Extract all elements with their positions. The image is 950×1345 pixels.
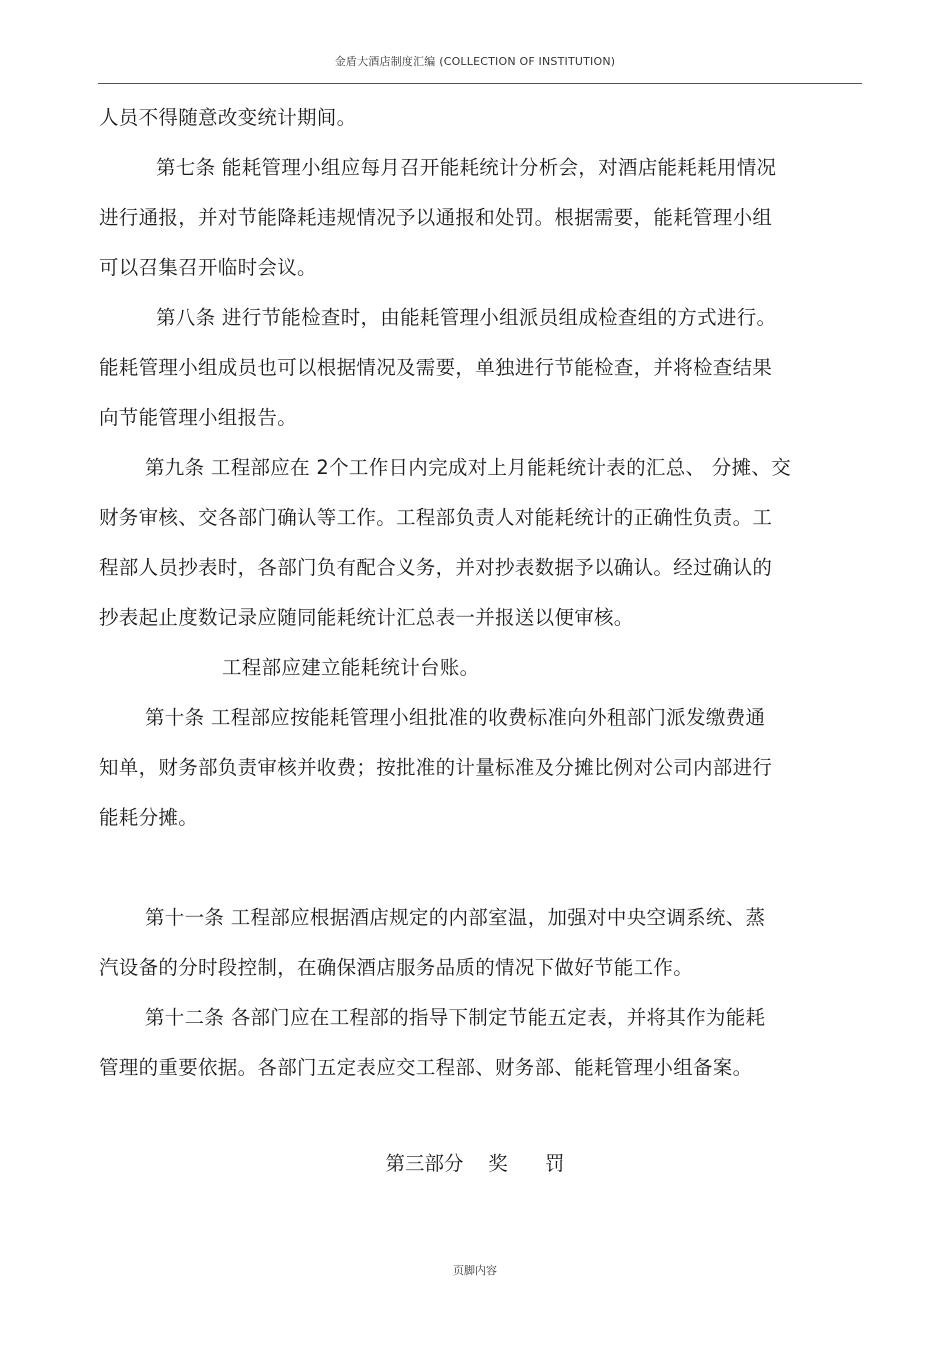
body-line: 向节能管理小组报告。 — [99, 406, 298, 429]
page-header: 金盾大酒店制度汇编 (COLLECTION OF INSTITUTION) — [334, 55, 616, 68]
body-line: 可以召集召开临时会议。 — [99, 256, 317, 279]
body-line: 能耗分摊。 — [99, 806, 199, 829]
body-line: 抄表起止度数记录应随同能耗统计汇总表一并报送以便审核。 — [99, 606, 634, 629]
section-title: 第三部分 奖 罚 — [385, 1152, 565, 1175]
body-line: 能耗管理小组成员也可以根据情况及需要，单独进行节能检查，并将检查结果 — [99, 356, 773, 379]
body-line: 管理的重要依据。各部门五定表应交工程部、财务部、能耗管理小组备案。 — [99, 1056, 753, 1079]
body-line: 工程部应建立能耗统计台账。 — [222, 656, 480, 679]
body-line: 进行通报，并对节能降耗违规情况予以通报和处罚。根据需要，能耗管理小组 — [99, 206, 773, 229]
body-line: 汽设备的分时段控制，在确保酒店服务品质的情况下做好节能工作。 — [99, 956, 694, 979]
article-7-line: 第七条 能耗管理小组应每月召开能耗统计分析会，对酒店能耗耗用情况 — [156, 156, 777, 179]
article-10-line: 第十条 工程部应按能耗管理小组批准的收费标准向外租部门派发缴费通 — [145, 706, 766, 729]
article-9-line: 第九条 工程部应在 2个工作日内完成对上月能耗统计表的汇总、 分摊、交 — [145, 456, 792, 479]
page-footer: 页脚内容 — [453, 1264, 497, 1277]
article-8-line: 第八条 进行节能检查时，由能耗管理小组派员组成检查组的方式进行。 — [156, 306, 777, 329]
article-11-line: 第十一条 工程部应根据酒店规定的内部室温，加强对中央空调系统、蒸 — [145, 906, 766, 929]
body-line: 人员不得随意改变统计期间。 — [99, 106, 357, 129]
header-divider — [98, 83, 862, 84]
body-line: 财务审核、交各部门确认等工作。工程部负责人对能耗统计的正确性负责。工 — [99, 506, 773, 529]
body-line: 知单，财务部负责审核并收费；按批准的计量标准及分摊比例对公司内部进行 — [99, 756, 773, 779]
article-12-line: 第十二条 各部门应在工程部的指导下制定节能五定表，并将其作为能耗 — [145, 1006, 766, 1029]
body-line: 程部人员抄表时，各部门负有配合义务，并对抄表数据予以确认。经过确认的 — [99, 556, 773, 579]
